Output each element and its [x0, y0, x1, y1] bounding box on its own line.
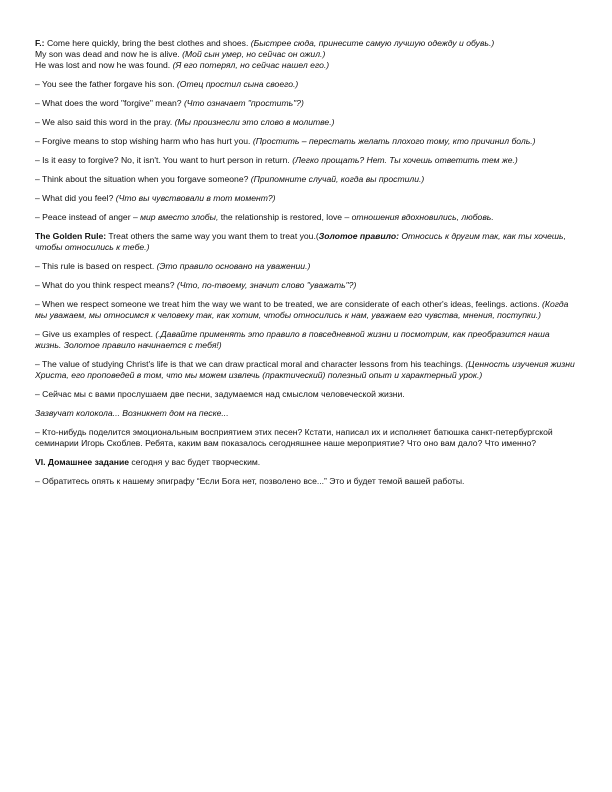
- paragraph-father-forgave: [35, 79, 575, 90]
- text-en: – What do you think respect means?: [35, 280, 175, 290]
- text-en: – Peace instead of anger –: [35, 212, 138, 222]
- text-ru: (Когда мы уважаем, мы относимся к человеку так, как хотим, чтобы относились к нам, уважаем его чувства, мнения, поступки.): [35, 299, 569, 320]
- golden-rule-ru-label: Золотое правило:: [318, 231, 399, 241]
- text-en: – What does the word "forgive" mean?: [35, 98, 182, 108]
- text-en: – We also said this word in the pray.: [35, 117, 173, 127]
- paragraph-homework: [35, 457, 575, 468]
- text-en: – When we respect someone we treat him the way we want to be treated, we are considerate of each other's ideas, feelings. actions.: [35, 299, 540, 309]
- paragraph-son-found: [35, 60, 575, 71]
- text-en: My son was dead and now he is alive.: [35, 49, 180, 59]
- golden-rule-label: The Golden Rule:: [35, 231, 107, 241]
- paragraph-rule-respect: [35, 261, 575, 272]
- paragraph-respect-definition: [35, 299, 575, 321]
- paragraph-peace: [35, 212, 575, 223]
- paragraph-think-situation: [35, 174, 575, 185]
- text-en: Come here quickly, bring the best clothes and shoes.: [46, 38, 249, 48]
- text-ru: (Я его потерял, но сейчас нашел его.): [172, 60, 330, 70]
- text-ru: (Быстрее сюда, принесите самую лучшую одежду и обувь.): [250, 38, 495, 48]
- paragraph-respect-examples: [35, 329, 575, 351]
- paragraph-bells: [35, 408, 575, 419]
- paragraph-golden-rule: [35, 231, 575, 253]
- text-ru: – Кто-нибудь поделится эмоциональным восприятием этих песен? Кстати, написал их и исполняет батюшка санкт-петербургской семинарии Игорь Скоблев. Ребята, каким вам показалось сегодняшнее наше мероприятие? Что оно вам дало? Что именно?: [35, 427, 553, 448]
- text-ru: (Что означает "простить"?): [183, 98, 304, 108]
- text-ru: (Мы произнесли это слово в молитве.): [174, 117, 335, 127]
- text-en: – Think about the situation when you forgave someone?: [35, 174, 249, 184]
- text-ru: – Обратитесь опять к нашему эпиграфу “Если Бога нет, позволено все...” Это и будет темой вашей работы.: [35, 476, 465, 486]
- homework-heading: VI. Домашнее задание: [35, 457, 130, 467]
- text-en: – Is it easy to forgive? No, it isn't. You want to hurt person in return.: [35, 155, 290, 165]
- text-en: Treat others the same way you want them to treat you.(: [108, 231, 319, 241]
- speaker-label: F.:: [35, 38, 45, 48]
- text-en: – The value of studying Christ's life is that we can draw practical moral and character lessons from his teachings.: [35, 359, 464, 369]
- paragraph-what-feel: [35, 193, 575, 204]
- text-en: – Give us examples of respect.: [35, 329, 153, 339]
- document-body: [35, 38, 575, 495]
- text-ru: (Припомните случай, когда вы простили.): [250, 174, 425, 184]
- text-ru: (Отец простил сына своего.): [176, 79, 299, 89]
- paragraph-pray: [35, 117, 575, 128]
- paragraph-christ-life: [35, 359, 575, 381]
- text-ru: (Что, по-твоему, значит слово "уважать"?): [176, 280, 357, 290]
- text-ru: Зазвучат колокола... Возникнет дом на песке...: [35, 408, 229, 418]
- paragraph-share-emotions: [35, 427, 575, 449]
- text-en: He was lost and now he was found.: [35, 60, 171, 70]
- text-ru: отношения вдохновились, любовь.: [351, 212, 494, 222]
- text-en: – You see the father forgave his son.: [35, 79, 175, 89]
- text-en: – What did you feel?: [35, 193, 114, 203]
- text-ru: (Простить – перестать желать плохого тому, кто причинил боль.): [252, 136, 536, 146]
- text-ru: (Ценность изучения жизни Христа, его проповедей в том, что мы можем извлечь (практический) полезный опыт и характерный урок.): [35, 359, 575, 380]
- paragraph-forgive-definition: [35, 136, 575, 147]
- text-ru: (Это правило основано на уважении.): [156, 261, 311, 271]
- paragraph-forgive-meaning-question: [35, 98, 575, 109]
- paragraph-epigraph: [35, 476, 575, 487]
- paragraph-respect-meaning: [35, 280, 575, 291]
- paragraph-songs: [35, 389, 575, 400]
- text-ru: – Сейчас мы с вами прослушаем две песни, задумаемся над смыслом человеческой жизни.: [35, 389, 405, 399]
- text-ru: (Легко прощать? Нет. Ты хочешь ответить тем же.): [292, 155, 518, 165]
- text-en: the relationship is restored, love –: [220, 212, 350, 222]
- paragraph-father-command: [35, 38, 575, 49]
- text-ru: (Что вы чувствовали в тот момент?): [115, 193, 276, 203]
- text-ru: (.Давайте применять это правило в повседневной жизни и посмотрим, как преобразится наша жизнь. Золотое правило начинается с тебя!): [35, 329, 550, 350]
- paragraph-son-alive: [35, 49, 575, 60]
- paragraph-easy-to-forgive: [35, 155, 575, 166]
- text-ru: мир вместо злобы,: [140, 212, 219, 222]
- text-ru: Относись к другим так, как ты хочешь, чтобы относились к тебе.): [35, 231, 566, 252]
- text-ru: (Мой сын умер, но сейчас он ожил.): [182, 49, 326, 59]
- text-en: – This rule is based on respect.: [35, 261, 155, 271]
- text-ru: сегодня у вас будет творческим.: [131, 457, 261, 467]
- text-en: – Forgive means to stop wishing harm who has hurt you.: [35, 136, 251, 146]
